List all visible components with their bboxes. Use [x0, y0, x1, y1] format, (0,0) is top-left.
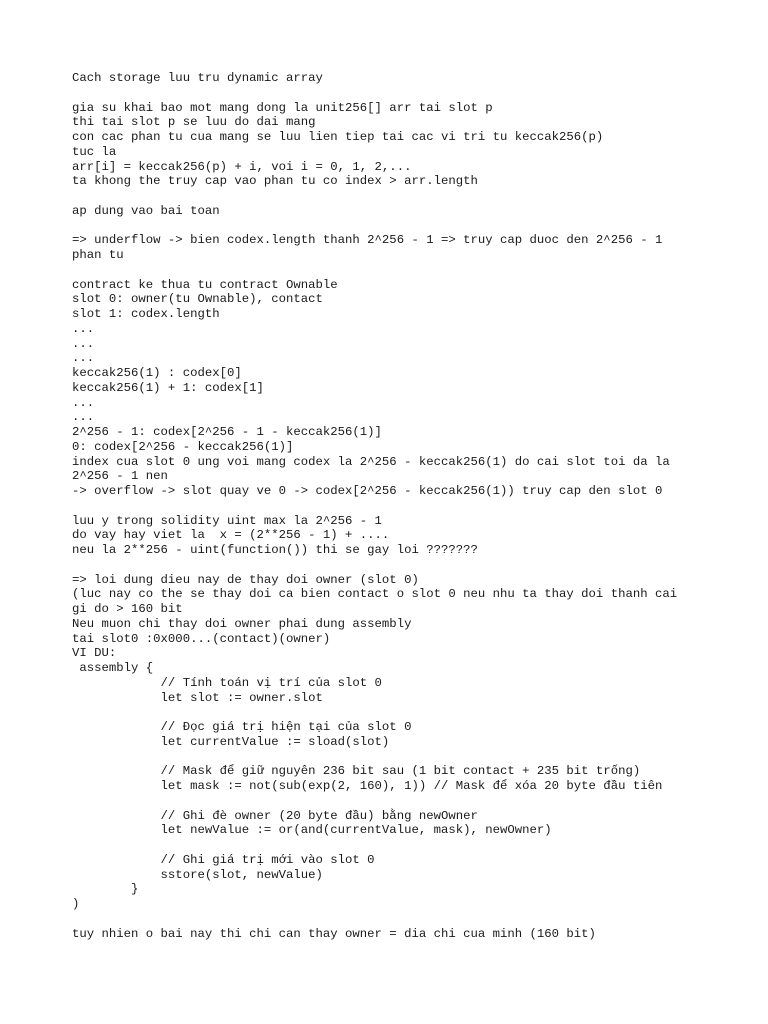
text-line: => loi dung dieu nay de thay doi owner (slot 0) — [72, 572, 419, 587]
text-line: assembly { — [72, 661, 154, 675]
text-line — [72, 705, 732, 720]
text-line: // Đọc giá trị hiện tại của slot 0 — [72, 720, 412, 734]
text-line: // Ghi giá trị mới vào slot 0 — [72, 852, 375, 867]
text-line: let mask := not(sub(exp(2, 160), 1)) // Mask để xóa 20 byte đầu tiên — [72, 779, 663, 793]
text-line: gi do > 160 bit — [72, 602, 183, 616]
text-line — [72, 219, 732, 234]
text-line: Cach storage luu tru dynamic array — [72, 71, 323, 85]
text-line: // Mask để giữ nguyên 236 bit sau (1 bit contact + 235 bit trống) — [72, 764, 641, 779]
text-line: let currentValue := sload(slot) — [72, 734, 390, 749]
text-line: ... — [72, 351, 95, 366]
text-line: keccak256(1) : codex[0] — [72, 366, 242, 380]
text-line: 0: codex[2^256 - keccak256(1)] — [72, 439, 294, 454]
text-line: arr[i] = keccak256(p) + i, voi i = 0, 1, 2,... — [72, 159, 412, 174]
text-line: slot 1: codex.length — [72, 307, 220, 321]
text-line: 2^256 - 1 nen — [72, 469, 168, 484]
text-line — [72, 499, 732, 514]
text-line: gia su khai bao mot mang dong la unit256[] arr tai slot p — [72, 100, 493, 115]
text-line: ... — [72, 336, 95, 351]
text-line: ... — [72, 410, 95, 425]
text-line: neu la 2**256 - uint(function()) thi se gay loi ??????? — [72, 543, 478, 557]
text-line: ... — [72, 395, 95, 410]
text-line: sstore(slot, newValue) — [72, 867, 323, 882]
text-line: tuc la — [72, 144, 117, 159]
text-line: ) — [72, 897, 80, 911]
text-line: index cua slot 0 ung voi mang codex la 2^256 - keccak256(1) do cai slot toi da la — [72, 454, 670, 469]
text-line — [72, 263, 732, 278]
text-line: luu y trong solidity uint max la 2^256 - 1 — [72, 513, 382, 528]
text-line: tuy nhien o bai nay thi chi can thay owner = dia chi cua minh (160 bit) — [72, 926, 596, 941]
text-line: Neu muon chi thay doi owner phai dung assembly — [72, 616, 412, 631]
text-line: phan tu — [72, 248, 124, 262]
text-line: keccak256(1) + 1: codex[1] — [72, 380, 264, 395]
text-line — [72, 794, 732, 809]
text-line: slot 0: owner(tu Ownable), contact — [72, 292, 323, 307]
text-line: 2^256 - 1: codex[2^256 - 1 - keccak256(1)] — [72, 425, 382, 439]
text-line: do vay hay viet la x = (2**256 - 1) + .... — [72, 528, 390, 543]
text-line: // Ghi đè owner (20 byte đầu) bằng newOwner — [72, 808, 478, 823]
text-line — [72, 750, 732, 765]
text-line — [72, 838, 732, 853]
text-line: contract ke thua tu contract Ownable — [72, 277, 338, 292]
text-line: (luc nay co the se thay doi ca bien contact o slot 0 neu nhu ta thay doi thanh cai — [72, 587, 678, 602]
text-line: -> overflow -> slot quay ve 0 -> codex[2^256 - keccak256(1)) truy cap den slot 0 — [72, 484, 663, 498]
document-body — [72, 71, 732, 941]
text-line — [72, 912, 732, 927]
text-line: // Tính toán vị trí của slot 0 — [72, 675, 382, 690]
text-line: ap dung vao bai toan — [72, 203, 220, 218]
text-line: ... — [72, 321, 95, 336]
text-line — [72, 86, 732, 101]
text-line: ta khong the truy cap vao phan tu co index > arr.length — [72, 174, 478, 189]
text-line — [72, 558, 732, 573]
text-line: let newValue := or(and(currentValue, mask), newOwner) — [72, 823, 552, 838]
text-line: } — [72, 882, 139, 897]
text-line: tai slot0 :0x000...(contact)(owner) — [72, 631, 331, 646]
text-line — [72, 189, 732, 204]
text-line: => underflow -> bien codex.length thanh 2^256 - 1 => truy cap duoc den 2^256 - 1 — [72, 233, 663, 248]
text-line: VI DU: — [72, 646, 117, 661]
text-line: thi tai slot p se luu do dai mang — [72, 115, 316, 130]
text-line: con cac phan tu cua mang se luu lien tiep tai cac vi tri tu keccak256(p) — [72, 130, 604, 144]
text-line: let slot := owner.slot — [72, 690, 323, 705]
